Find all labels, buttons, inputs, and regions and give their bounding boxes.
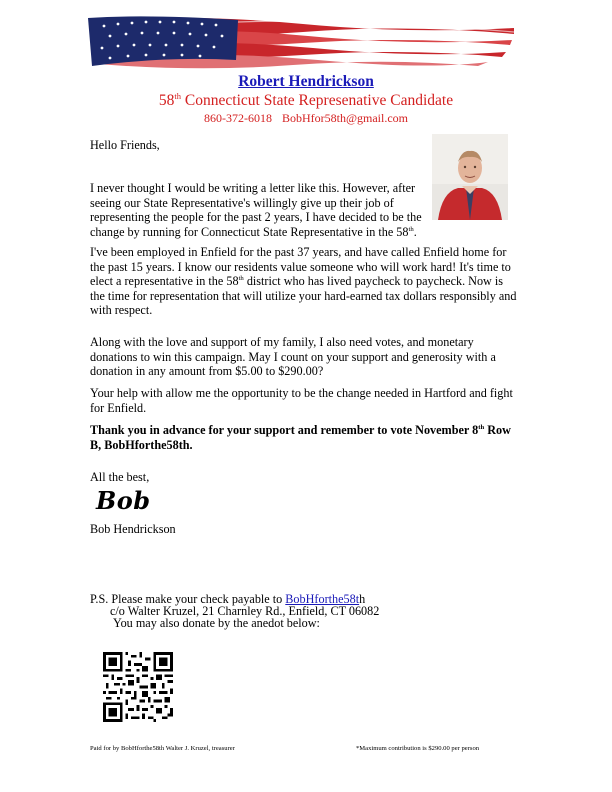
title-ordinal-suffix: th: [174, 90, 182, 101]
candidate-photo-icon: [432, 134, 508, 220]
signer-name: Bob Hendrickson: [90, 522, 176, 536]
candidate-name: Robert Hendrickson: [238, 73, 374, 90]
closing: All the best,: [90, 470, 150, 484]
title-ordinal: 58: [158, 92, 175, 109]
candidate-title: [0, 92, 612, 110]
paragraph-employment: [90, 245, 520, 318]
footer-paid-for: Paid for by BobHforthe58th Walter J. Kruzel, treasurer: [90, 745, 235, 752]
paragraph-employment-b: district who has lived paycheck to paycheck. Now is the time for representation that will utilize your hard-earned tax dollars responsibly and with respect.: [90, 274, 517, 317]
paragraph-employment-sup: th: [238, 274, 244, 282]
contact-line: [0, 111, 612, 126]
payable-link[interactable]: BobHforthe58t: [285, 592, 360, 606]
american-flag-banner-icon: [88, 12, 518, 70]
phone-number: 860-372-6018: [203, 111, 272, 125]
paragraph-intro: [90, 181, 430, 239]
paragraph-intro-text: I never thought I would be writing a letter like this. However, after seeing our State Representative's willingly give up their job of representing the people for the past 2 years, I have decided to be the change by running for Connecticut State Representative in the 58: [90, 181, 422, 239]
footer-max-contribution: *Maximum contribution is $290.00 per person: [356, 745, 480, 752]
paragraph-intro-end: .: [413, 224, 417, 239]
email-address: BobHfor58th@gmail.com: [281, 111, 409, 125]
paragraph-support: Along with the love and support of my family, I also need votes, and monetary donations to win this campaign. May I count on your support and generosity with a donation in any amount from $5.00 to $290.00?: [90, 335, 496, 378]
paragraph-intro-sup: th: [408, 225, 414, 233]
title-text: Connecticut State Represenative Candidate: [181, 92, 454, 109]
signature: Bob: [96, 486, 151, 515]
paragraph-employment-a: I've been employed in Enfield for the past 37 years, and have called Enfield home for the past 15 years. I know our residents value someone who will work hard! It's time to elect a representative in the 58: [90, 245, 511, 288]
ps-suffix: h: [359, 592, 366, 606]
greeting: Hello Friends,: [90, 138, 160, 152]
paragraph-thanks-sup: th: [478, 423, 485, 431]
ps-prefix: P.S. Please make your check payable to: [90, 592, 286, 606]
ps-line-2: c/o Walter Kruzel, 21 Charnley Rd., Enfield, CT 06082: [110, 604, 380, 618]
paragraph-thanks-a: Thank you in advance for your support and remember to vote November 8: [90, 423, 479, 437]
donation-qr-code-icon[interactable]: [103, 652, 173, 722]
ps-line-3: You may also donate by the anedot below:: [113, 616, 320, 630]
paragraph-help: Your help with allow me the opportunity to be the change needed in Hartford and fight for Enfield.: [90, 386, 513, 415]
paragraph-thanks: [90, 423, 520, 452]
paragraph-thanks-b: Row B, BobHforthe58th.: [90, 423, 511, 452]
